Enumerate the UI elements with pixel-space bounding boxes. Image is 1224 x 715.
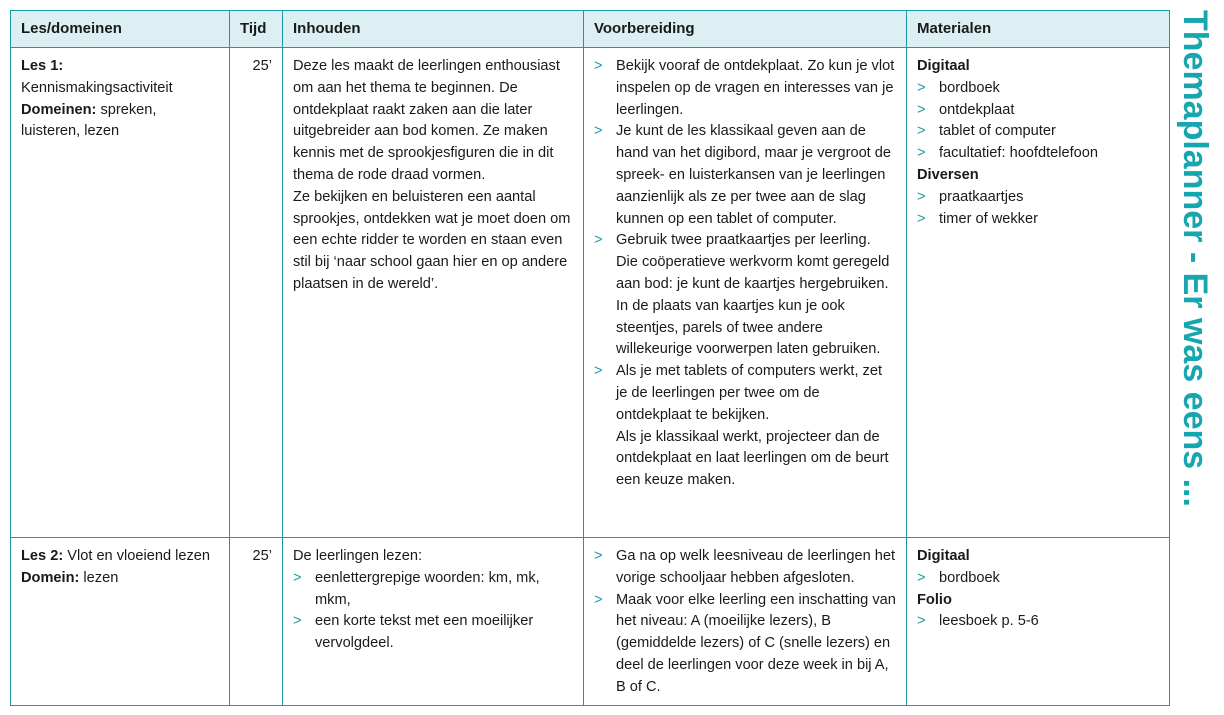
materialen-heading: Digitaal <box>917 58 970 74</box>
header-tijd: Tijd <box>230 11 283 48</box>
les-domeinen-cell <box>11 48 230 538</box>
arrow-icon: > <box>594 232 603 249</box>
header-materialen: Materialen <box>907 11 1170 48</box>
materialen-cell <box>907 48 1170 538</box>
domein-text: lezen <box>79 569 119 586</box>
materialen-heading: Digitaal <box>917 548 970 564</box>
list-item: > bordboek <box>917 568 1159 590</box>
inhouden-paragraph: Ze bekijken en beluisteren een aantal sprookjes, ontdekken wat je moet doen om een echte ridder te worden en staan even stil bij ‘naar school gaan hier en op andere plaatsen in de wereld’. <box>293 188 571 292</box>
table-row-les-2 <box>11 538 1170 706</box>
list-item: > leesboek p. 5-6 <box>917 611 1159 633</box>
list-item: > Maak voor elke leerling een inschatting van het niveau: A (moeilijke lezers), B (gemiddelde lezers) of C (snelle lezers) en deel de leerlingen voor deze week in bij A, B of C. <box>594 591 896 695</box>
list-item: > timer of wekker <box>917 209 1159 231</box>
les-label: Les 2: <box>21 548 64 564</box>
list-item: > Als je met tablets of computers werkt, zet je de leerlingen per twee om de ontdekplaat te bekijken. <box>594 363 883 423</box>
materialen-list <box>917 611 1159 633</box>
list-item: > ontdekplaat <box>917 100 1159 122</box>
arrow-icon: > <box>917 613 926 630</box>
arrow-icon: > <box>594 591 603 608</box>
domein-text: spreken, luisteren, lezen <box>21 101 157 140</box>
arrow-icon: > <box>293 569 302 586</box>
voorbereiding-cell <box>584 538 907 706</box>
materialen-list <box>917 568 1159 590</box>
inhouden-intro: De leerlingen lezen: <box>293 548 422 564</box>
arrow-icon: > <box>594 548 603 564</box>
inhouden-cell <box>283 48 584 538</box>
table-row-les-1 <box>11 48 1170 538</box>
arrow-icon: > <box>594 58 603 74</box>
arrow-icon: > <box>917 123 926 140</box>
list-item: > tablet of computer <box>917 121 1159 143</box>
list-item: > bordboek <box>917 78 1159 100</box>
materialen-list <box>917 187 1159 231</box>
list-item: > Ga na op welk leesniveau de leerlingen het vorige schooljaar hebben afgesloten. <box>594 548 896 586</box>
inhouden-list <box>293 568 573 655</box>
list-item: > praatkaartjes <box>917 187 1159 209</box>
arrow-icon: > <box>293 613 302 630</box>
materialen-heading: Folio <box>917 591 952 608</box>
arrow-icon: > <box>594 123 603 140</box>
arrow-icon: > <box>917 188 926 205</box>
list-item: > Je kunt de les klassikaal geven aan de hand van het digibord, maar je vergroot de spreek- en luisterkansen van je leerlingen aanzienlijk als ze per twee aan de slag kunnen op een tablet of computer. <box>594 123 892 227</box>
voorbereiding-list <box>594 546 896 699</box>
list-item: > eenlettergrepige woorden: km, mk, mkm, <box>293 569 540 608</box>
les-title: Vlot en vloeiend lezen <box>63 548 211 564</box>
header-voorbereiding: Voorbereiding <box>584 11 907 48</box>
inhouden-paragraph: Deze les maakt de leerlingen enthousiast om aan het thema te beginnen. De ontdekplaat raakt zaken aan die later uitgebreider aan bod komen. Ze maken kennis met de sprookjesfiguren die in dit thema de rode draad vormen. <box>293 58 560 183</box>
les-domeinen-cell <box>11 538 230 706</box>
header-row <box>11 11 1170 48</box>
arrow-icon: > <box>594 363 603 380</box>
les-label: Les 1: <box>21 58 64 74</box>
voorbereiding-list <box>594 56 896 427</box>
materialen-list <box>917 78 1159 165</box>
list-item: > Bekijk vooraf de ontdekplaat. Zo kun je vlot inspelen op de vragen en interesses van je leerlingen. <box>594 58 895 118</box>
voorbereiding-cell <box>584 48 907 538</box>
materialen-heading: Diversen <box>917 166 979 183</box>
header-inhouden: Inhouden <box>283 11 584 48</box>
tijd-cell: 25’ <box>230 48 283 538</box>
arrow-icon: > <box>917 79 926 96</box>
inhouden-cell <box>283 538 584 706</box>
materialen-cell <box>907 538 1170 706</box>
list-item: > een korte tekst met een moeilijker vervolgdeel. <box>293 613 534 652</box>
side-title <box>1175 10 1215 610</box>
list-item: > Gebruik twee praatkaartjes per leerling. Die coöperatieve werkvorm komt geregeld aan bod: je kunt de kaartjes hergebruiken. In de plaats van kaartjes kun je ook steentjes, parels of twee andere willekeurige voorwerpen laten gebruiken. <box>594 232 890 358</box>
tijd-cell: 25’ <box>230 538 283 706</box>
arrow-icon: > <box>917 101 926 118</box>
domein-label: Domein: <box>21 569 80 586</box>
side-title-text: Themaplanner - Er was eens ... <box>1176 10 1214 507</box>
theme-planner-table <box>10 10 1170 706</box>
list-item: > facultatief: hoofdtelefoon <box>917 143 1159 165</box>
header-les-domeinen: Les/domeinen <box>11 11 230 48</box>
voorbereiding-extra: Als je klassikaal werkt, projecteer dan de ontdekplaat en laat leerlingen om de beurt een keuze maken. <box>616 428 889 489</box>
arrow-icon: > <box>917 145 926 162</box>
domein-label: Domeinen: <box>21 101 97 118</box>
les-title: Kennismakingsactiviteit <box>21 79 173 96</box>
arrow-icon: > <box>917 569 926 586</box>
arrow-icon: > <box>917 210 926 227</box>
